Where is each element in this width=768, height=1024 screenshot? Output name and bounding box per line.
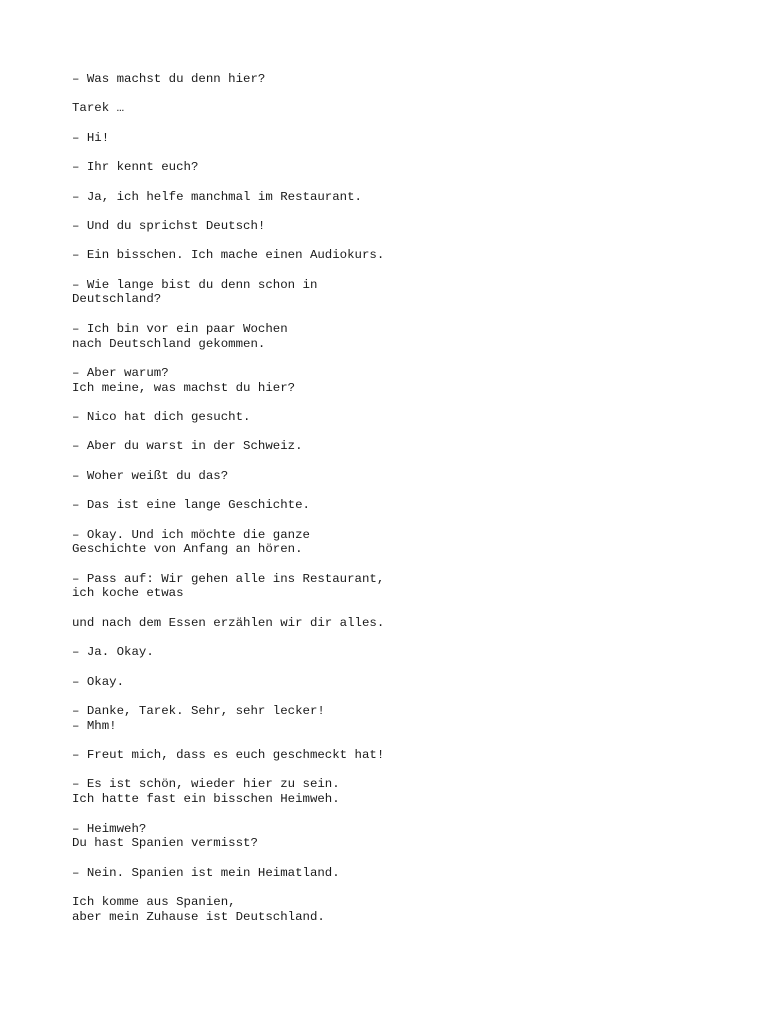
dialogue-line: – Es ist schön, wieder hier zu sein. (72, 777, 340, 792)
dialogue-paragraph (72, 572, 696, 601)
dialogue-line: – Ihr kennt euch? (72, 160, 199, 175)
dialogue-paragraph (72, 777, 696, 806)
dialogue-line: – Woher weißt du das? (72, 468, 229, 483)
dialogue-line: – Das ist eine lange Geschichte. (72, 498, 310, 513)
dialogue-line: Geschichte von Anfang an hören. (72, 542, 303, 557)
dialogue-line: – Ja, ich helfe manchmal im Restaurant. (72, 189, 362, 204)
dialogue-paragraph (72, 704, 696, 733)
dialogue-paragraph (72, 439, 696, 454)
dialogue-line: aber mein Zuhause ist Deutschland. (72, 909, 325, 924)
dialogue-line: – Okay. (72, 674, 125, 689)
dialogue-line: – Aber du warst in der Schweiz. (72, 439, 303, 454)
dialogue-line: und nach dem Essen erzählen wir dir alles. (72, 615, 385, 630)
dialogue-paragraph (72, 366, 696, 395)
dialogue-paragraph (72, 248, 696, 263)
dialogue-line: – Pass auf: Wir gehen alle ins Restaurant, (72, 571, 385, 586)
dialogue-line: – Danke, Tarek. Sehr, sehr lecker! (72, 703, 325, 718)
dialogue-line: – Und du sprichst Deutsch! (72, 218, 266, 233)
dialogue-line: Ich hatte fast ein bisschen Heimweh. (72, 792, 340, 807)
dialogue-line: Ich komme aus Spanien, (72, 895, 236, 909)
dialogue-line: Tarek … (72, 101, 125, 116)
dialogue-paragraph (72, 322, 696, 351)
dialogue-line: – Nico hat dich gesucht. (72, 410, 251, 425)
dialogue-paragraph (72, 675, 696, 690)
dialogue-line: – Mhm! (72, 718, 117, 733)
dialogue-line: – Ein bisschen. Ich mache einen Audiokurs. (72, 248, 385, 263)
dialogue-line: – Freut mich, dass es euch geschmeckt hat! (72, 748, 385, 763)
dialogue-paragraph (72, 616, 696, 631)
dialogue-line: Ich meine, was machst du hier? (72, 380, 296, 395)
dialogue-paragraph (72, 528, 696, 557)
dialogue-paragraph (72, 101, 696, 116)
dialogue-paragraph (72, 72, 696, 87)
dialogue-paragraph (72, 748, 696, 763)
dialogue-paragraph (72, 131, 696, 146)
dialogue-paragraph (72, 645, 696, 660)
dialogue-line: – Ja. Okay. (72, 645, 154, 660)
dialogue-transcript (72, 72, 696, 939)
dialogue-line: – Okay. Und ich möchte die ganze (72, 527, 310, 542)
dialogue-line: – Aber warum? (72, 365, 169, 380)
dialogue-paragraph (72, 469, 696, 484)
dialogue-paragraph (72, 160, 696, 175)
dialogue-paragraph (72, 895, 696, 924)
dialogue-paragraph (72, 219, 696, 234)
dialogue-paragraph (72, 498, 696, 513)
dialogue-line: Deutschland? (72, 292, 162, 307)
dialogue-line: – Hi! (72, 130, 110, 145)
dialogue-paragraph (72, 278, 696, 307)
dialogue-line: – Heimweh? (72, 821, 147, 836)
dialogue-line: Du hast Spanien vermisst? (72, 836, 258, 851)
dialogue-line: nach Deutschland gekommen. (72, 336, 266, 351)
dialogue-line: – Ich bin vor ein paar Wochen (72, 321, 288, 336)
dialogue-paragraph (72, 866, 696, 881)
dialogue-line: – Wie lange bist du denn schon in (72, 277, 318, 292)
dialogue-paragraph (72, 822, 696, 851)
dialogue-line: – Was machst du denn hier? (72, 72, 266, 86)
dialogue-paragraph (72, 190, 696, 205)
dialogue-line: – Nein. Spanien ist mein Heimatland. (72, 865, 340, 880)
dialogue-paragraph (72, 410, 696, 425)
dialogue-line: ich koche etwas (72, 586, 184, 601)
